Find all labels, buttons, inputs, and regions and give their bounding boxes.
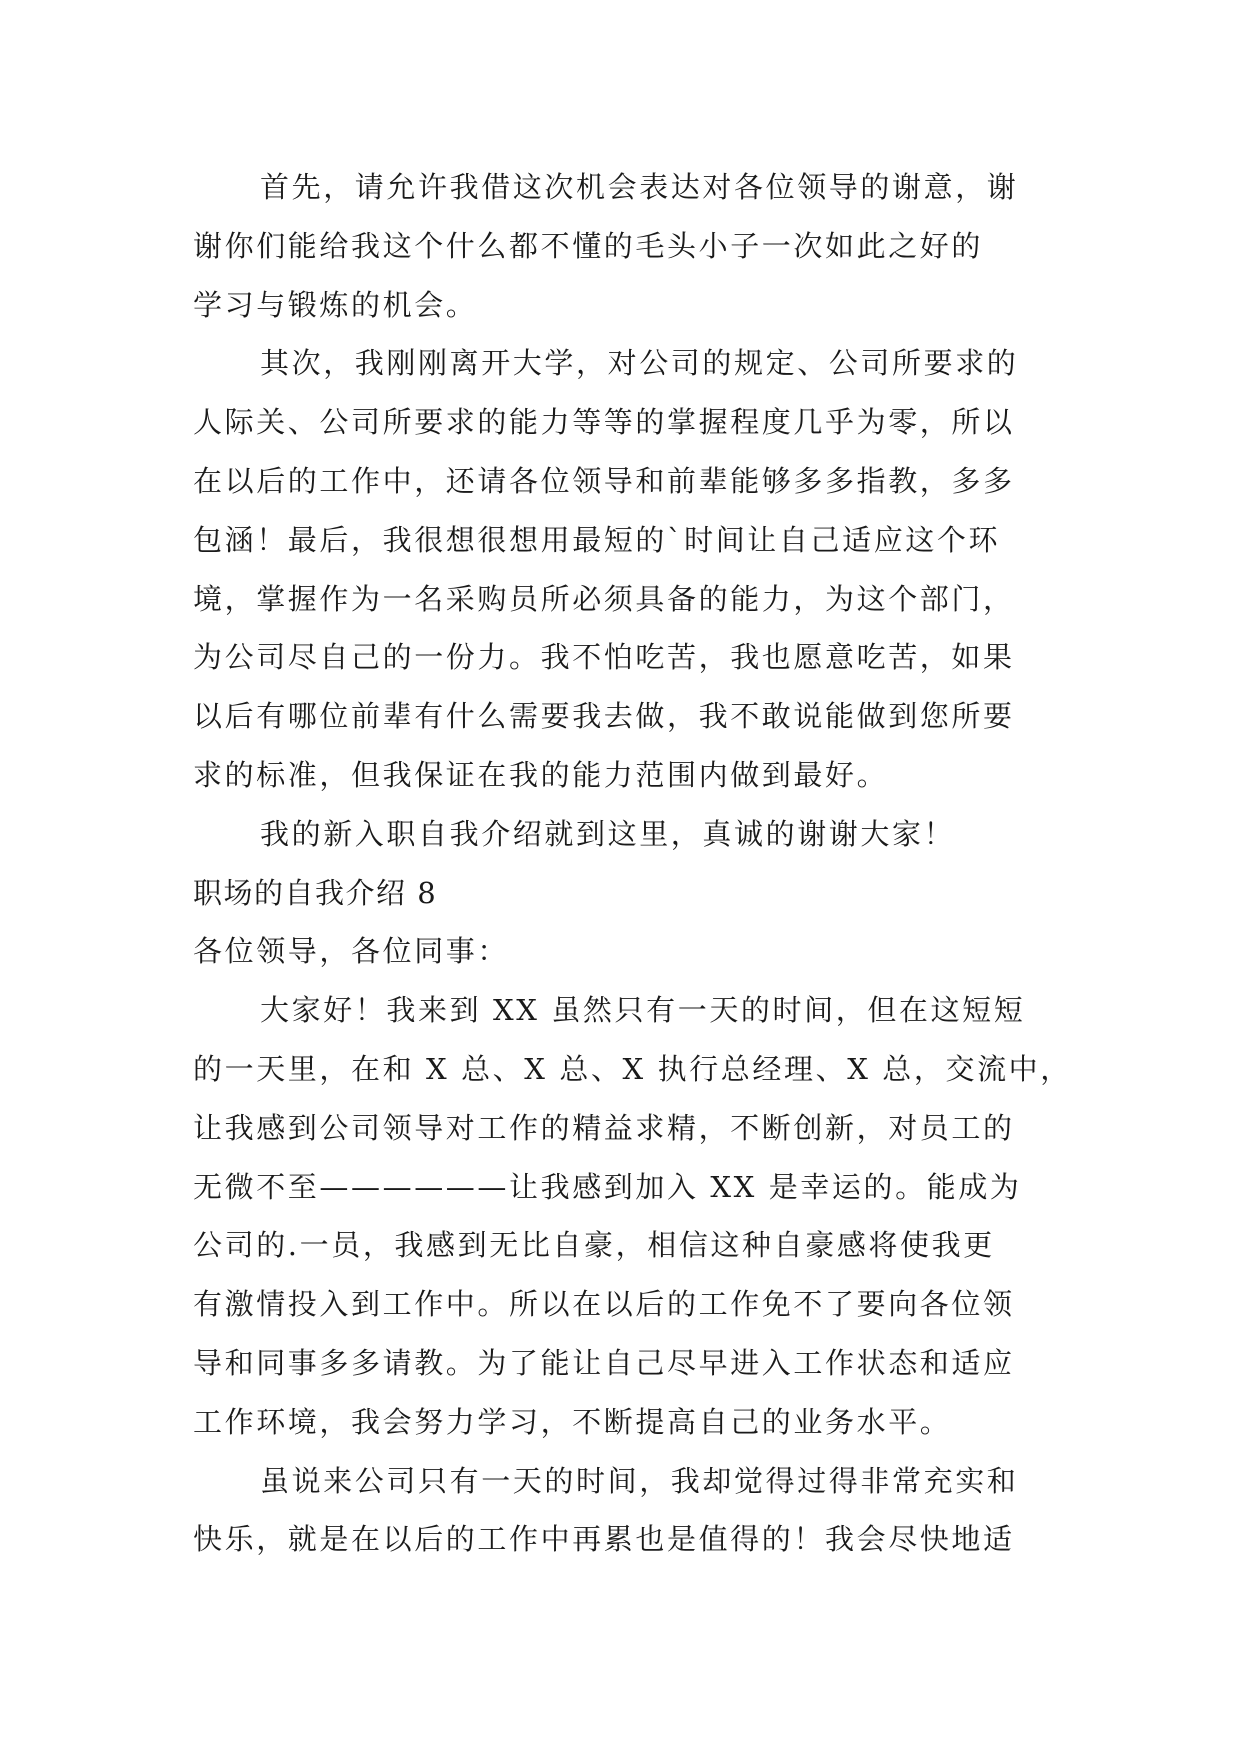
text-line: 虽说来公司只有一天的时间，我却觉得过得非常充实和 — [260, 1463, 1019, 1498]
paragraph-one-day — [193, 1452, 1058, 1570]
paragraph-closing — [193, 805, 1058, 864]
text-line: 谢你们能给我这个什么都不懂的毛头小子一次如此之好的 — [193, 228, 984, 263]
text-line: 公司的.一员，我感到无比自豪，相信这种自豪感将使我更 — [193, 1228, 995, 1263]
text-line: 导和同事多多请教。为了能让自己尽早进入工作状态和适应 — [193, 1345, 1015, 1380]
text-line: 大家好！我来到 XX 虽然只有一天的时间，但在这短短 — [260, 993, 1026, 1028]
text-line: 其次，我刚刚离开大学，对公司的规定、公司所要求的 — [260, 346, 1019, 381]
text-line: 求的标准，但我保证在我的能力范围内做到最好。 — [193, 757, 889, 792]
text-line: 的一天里，在和 X 总、X 总、X 执行总经理、X 总，交流中， — [193, 1051, 1072, 1086]
paragraph-thanks — [193, 158, 1058, 334]
document-body — [193, 158, 1072, 1569]
text-line: 工作环境，我会努力学习，不断提高自己的业务水平。 — [193, 1404, 952, 1439]
text-line: 无微不至——————让我感到加入 XX 是幸运的。能成为 — [193, 1169, 1022, 1204]
text-line: 以后有哪位前辈有什么需要我去做，我不敢说能做到您所要 — [193, 699, 1015, 734]
salutation — [193, 922, 1058, 981]
paragraph-greeting — [193, 981, 1072, 1451]
text-line: 包涵！最后，我很想很想用最短的`时间让自己适应这个环 — [193, 522, 1001, 557]
salutation-text: 各位领导，各位同事： — [193, 934, 510, 969]
text-line: 境，掌握作为一名采购员所必须具备的能力，为这个部门， — [193, 581, 1015, 616]
text-line: 学习与锻炼的机会。 — [193, 287, 478, 322]
section-heading — [193, 864, 1058, 923]
text-line: 首先，请允许我借这次机会表达对各位领导的谢意，谢 — [260, 170, 1019, 204]
text-line: 人际关、公司所要求的能力等等的掌握程度几乎为零，所以 — [193, 405, 1015, 440]
text-line: 为公司尽自己的一份力。我不怕吃苦，我也愿意吃苦，如果 — [193, 640, 1015, 675]
paragraph-secondly — [193, 334, 1058, 804]
text-line: 我的新入职自我介绍就到这里，真诚的谢谢大家！ — [260, 816, 956, 851]
heading-text: 职场的自我介绍 8 — [193, 875, 438, 910]
text-line: 在以后的工作中，还请各位领导和前辈能够多多指教，多多 — [193, 463, 1015, 498]
text-line: 快乐，就是在以后的工作中再累也是值得的！我会尽快地适 — [193, 1522, 1015, 1557]
text-line: 有激情投入到工作中。所以在以后的工作免不了要向各位领 — [193, 1287, 1015, 1322]
text-line: 让我感到公司领导对工作的精益求精，不断创新，对员工的 — [193, 1110, 1015, 1145]
